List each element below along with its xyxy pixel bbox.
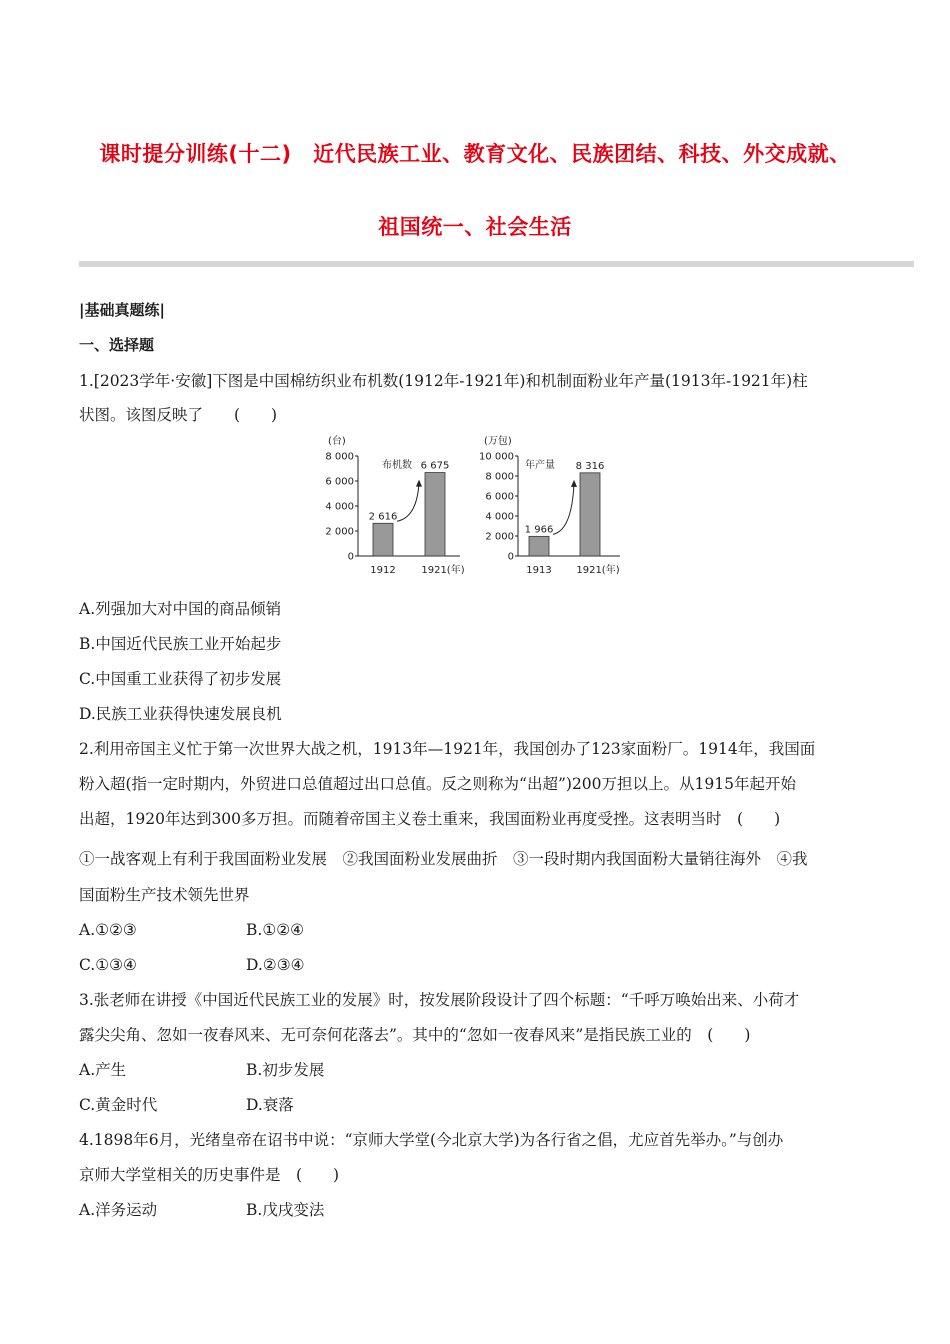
q3-option-b: B.初步发展 xyxy=(246,1061,325,1079)
q4-stem-line-2: 京师大学堂相关的历史事件是 ( ) xyxy=(79,1166,340,1184)
q3-option-c: C.黄金时代 xyxy=(79,1096,158,1114)
chart2-tick-label-5: 10 000 xyxy=(479,451,514,463)
chart2-tick-label-1: 2 000 xyxy=(485,531,514,543)
q4-option-a: A.洋务运动 xyxy=(79,1201,158,1219)
chart2-unit-label: (万包) xyxy=(484,436,512,447)
chart1-bar-1 xyxy=(425,473,445,556)
chart1-tick-label-0: 0 xyxy=(347,551,354,563)
chart1-value-label-0: 2 616 xyxy=(368,511,398,523)
q3-option-a: A.产生 xyxy=(79,1061,127,1079)
q1-option-c: C.中国重工业获得了初步发展 xyxy=(79,670,282,688)
chart1-tick-label-2: 4 000 xyxy=(325,501,354,513)
chart1-tick-label-4: 8 000 xyxy=(325,451,354,463)
chart2-tick-label-4: 8 000 xyxy=(485,471,514,483)
q1-option-d: D.民族工业获得快速发展良机 xyxy=(79,705,282,723)
chart2-arrow-head xyxy=(571,480,577,487)
chart2-bar-0 xyxy=(529,536,549,556)
bar-charts-figure xyxy=(310,430,640,580)
chart2-growth-arrow xyxy=(553,483,574,534)
q2-option-c: C.①③④ xyxy=(79,956,137,974)
chart2-bar-1 xyxy=(580,473,600,556)
chart2-series-label: 年产量 xyxy=(525,460,555,471)
chart1-category-label-1: 1921(年) xyxy=(421,565,465,576)
chart2-tick-label-2: 4 000 xyxy=(485,511,514,523)
chart1-arrow-head xyxy=(416,480,422,487)
title-line-2: 祖国统一、社会生活 xyxy=(378,215,572,239)
title-divider xyxy=(79,261,914,267)
q1-option-b: B.中国近代民族工业开始起步 xyxy=(79,635,282,653)
q2-stem-line-1: 2.利用帝国主义忙于第一次世界大战之机，1913年—1921年，我国创办了123家面粉厂。1914年，我国面 xyxy=(79,740,816,758)
chart2-value-label-0: 1 966 xyxy=(524,524,554,536)
q1-charts xyxy=(310,430,640,584)
q2-stem-line-3: 出超，1920年达到300多万担。而随着帝国主义卷土重来，我国面粉业再度受挫。这表明当时 ( ) xyxy=(79,810,781,828)
chart1-value-label-1: 6 675 xyxy=(420,460,450,472)
q4-stem-line-1: 4.1898年6月，光绪皇帝在诏书中说：“京师大学堂(今北京大学)为各行省之倡，尤应首先举办。”与创办 xyxy=(79,1131,784,1149)
chart1-growth-arrow xyxy=(397,483,419,522)
title-line-1: 课时提分训练(十二) 近代民族工业、教育文化、民族团结、科技、外交成就、 xyxy=(99,142,851,166)
chart2-category-label-1: 1921(年) xyxy=(576,565,620,576)
chart2-tick-label-0: 0 xyxy=(507,551,514,563)
q2-option-d: D.②③④ xyxy=(246,956,305,974)
chart1-category-label-0: 1912 xyxy=(370,565,396,576)
q4-option-b: B.戊戌变法 xyxy=(246,1201,325,1219)
chart2-value-label-1: 8 316 xyxy=(575,460,605,472)
section-label: |基础真题练| xyxy=(79,301,165,319)
q1-stem-line-2: 状图。该图反映了 ( ) xyxy=(79,406,278,424)
chart1-bar-0 xyxy=(373,523,393,556)
q2-option-a: A.①②③ xyxy=(79,921,137,939)
q3-option-d: D.衰落 xyxy=(246,1096,294,1114)
q3-stem-line-1: 3.张老师在讲授《中国近代民族工业的发展》时，按发展阶段设计了四个标题：“千呼万唤始出来、小荷才 xyxy=(79,991,800,1009)
chart2-tick-label-3: 6 000 xyxy=(485,491,514,503)
chart1-tick-label-3: 6 000 xyxy=(325,476,354,488)
q2-option-b: B.①②④ xyxy=(246,921,305,939)
chart2-category-label-0: 1913 xyxy=(526,565,552,576)
q3-stem-line-2: 露尖尖角、忽如一夜春风来、无可奈何花落去”。其中的“忽如一夜春风来”是指民族工业的 ( ) xyxy=(79,1026,751,1044)
q2-stem-line-5: 国面粉生产技术领先世界 xyxy=(79,886,250,904)
part-heading: 一、选择题 xyxy=(79,336,155,354)
chart1-unit-label: (台) xyxy=(328,436,346,447)
q2-stem-line-4: ①一战客观上有利于我国面粉业发展 ②我国面粉业发展曲折 ③一段时期内我国面粉大量销往海外 ④我 xyxy=(79,850,808,868)
chart1-series-label: 布机数 xyxy=(382,460,412,471)
q2-stem-line-2: 粉入超(指一定时期内，外贸进口总值超过出口总值。反之则称为“出超”)200万担以上。从1915年起开始 xyxy=(79,775,796,793)
q1-option-a: A.列强加大对中国的商品倾销 xyxy=(79,600,282,618)
q1-stem-line-1: 1.[2023学年·安徽]下图是中国棉纺织业布机数(1912年-1921年)和机制面粉业年产量(1913年-1921年)柱 xyxy=(79,372,808,390)
chart1-tick-label-1: 2 000 xyxy=(325,526,354,538)
